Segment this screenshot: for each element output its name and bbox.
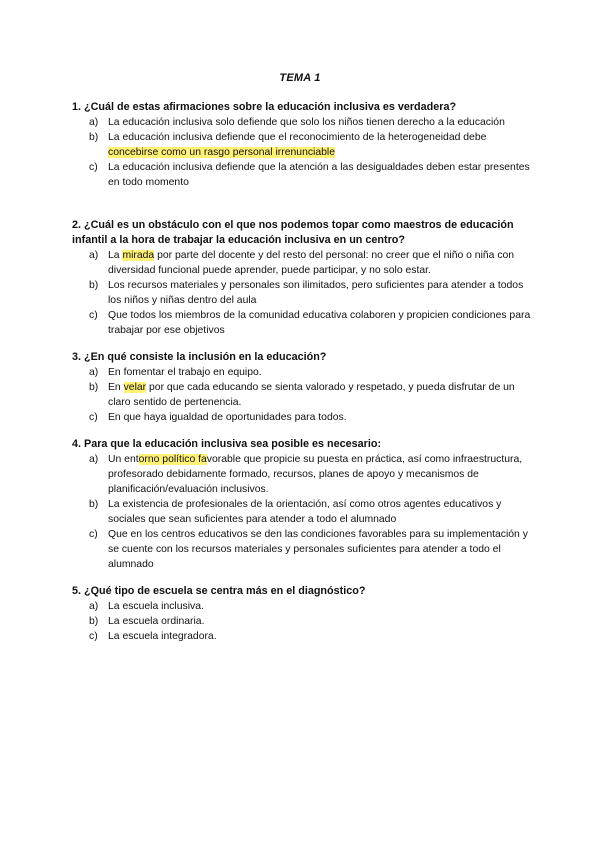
option-text: La educación inclusiva solo defiende que solo los niños tienen derecho a la educación [108, 117, 505, 128]
option-c [72, 160, 532, 190]
question-5 [72, 584, 532, 644]
option-b [72, 130, 532, 160]
option-marker: b) [89, 616, 99, 627]
option-marker: a) [89, 367, 99, 378]
question-1 [72, 100, 532, 190]
option-c [72, 308, 532, 338]
option-a [72, 365, 532, 380]
option-text-pre: Un ent [108, 454, 139, 465]
option-marker: b) [89, 280, 99, 291]
options-list [72, 115, 532, 190]
option-text-pre: La educación inclusiva defiende que el reconocimiento de la heterogeneidad debe [108, 132, 487, 143]
option-text: Los recursos materiales y personales son ilimitados, pero suficientes para atender a todos los niños y niñas dentro del aula [108, 280, 524, 306]
question-3 [72, 350, 532, 425]
option-a [72, 599, 532, 614]
option-marker: a) [89, 454, 99, 465]
option-text: La escuela integradora. [108, 631, 217, 642]
option-text-pre: La [108, 250, 123, 261]
option-text: La escuela inclusiva. [108, 601, 204, 612]
option-c [72, 629, 532, 644]
option-marker: a) [89, 117, 99, 128]
option-text: Que en los centros educativos se den las condiciones favorables para su implementación y se cuente con los recursos materiales y personales suficientes para atender a todo el alumnado [108, 529, 528, 570]
question-4 [72, 437, 532, 572]
options-list [72, 365, 532, 425]
option-b [72, 497, 532, 527]
option-b [72, 278, 532, 308]
option-text: En que haya igualdad de oportunidades para todos. [108, 412, 347, 423]
option-text: La existencia de profesionales de la orientación, así como otros agentes educativos y sociales que sean suficientes para atender a todo el alumnado [108, 499, 502, 525]
option-marker: c) [89, 162, 98, 173]
option-b [72, 614, 532, 629]
highlighted-text: orno político fa [138, 454, 207, 465]
option-c [72, 527, 532, 572]
highlighted-text: concebirse como un rasgo personal irrenunciable [108, 147, 335, 158]
question-text: 2. ¿Cuál es un obstáculo con el que nos podemos topar como maestros de educación infantil a la hora de trabajar la educación inclusiva en un centro? [72, 219, 514, 246]
option-text: En fomentar el trabajo en equipo. [108, 367, 262, 378]
option-marker: c) [89, 529, 98, 540]
option-marker: b) [89, 499, 99, 510]
option-text-post: por parte del docente y del resto del personal: no creer que el niño o niña con diversidad funcional puede aprender, puede participar, y no solo estar. [108, 250, 515, 276]
option-text: La escuela ordinaria. [108, 616, 205, 627]
option-text-pre: En [108, 382, 124, 393]
option-marker: c) [89, 310, 98, 321]
option-a [72, 248, 532, 278]
option-c [72, 410, 532, 425]
option-marker: a) [89, 250, 99, 261]
option-marker: a) [89, 601, 99, 612]
question-text: 3. ¿En qué consiste la inclusión en la educación? [72, 351, 327, 363]
options-list [72, 452, 532, 572]
option-b [72, 380, 532, 410]
option-text-post: vorable que propicie su puesta en práctica, así como infraestructura, profesorado debidamente formado, recursos, planes de apoyo y mecanismos de planificación/evaluación inclusivos. [108, 454, 523, 495]
page-title: TEMA 1 [279, 72, 321, 84]
option-a [72, 452, 532, 497]
option-marker: b) [89, 132, 99, 143]
option-text-post: por que cada educando se sienta valorado y respetado, y pueda disfrutar de un claro sentido de pertenencia. [108, 382, 515, 408]
highlighted-text: mirada [122, 250, 155, 261]
question-text: 5. ¿Qué tipo de escuela se centra más en el diagnóstico? [72, 585, 366, 597]
question-2 [72, 218, 532, 338]
option-marker: b) [89, 382, 99, 393]
options-list [72, 599, 532, 644]
option-text: Que todos los miembros de la comunidad educativa colaboren y propicien condiciones para trabajar por ese objetivos [108, 310, 531, 336]
highlighted-text: velar [123, 382, 147, 393]
option-a [72, 115, 532, 130]
question-text: 1. ¿Cuál de estas afirmaciones sobre la educación inclusiva es verdadera? [72, 101, 457, 113]
options-list [72, 248, 532, 338]
option-marker: c) [89, 412, 98, 423]
option-text: La educación inclusiva defiende que la atención a las desigualdades deben estar presentes en todo momento [108, 162, 530, 188]
question-text: 4. Para que la educación inclusiva sea posible es necesario: [72, 438, 382, 450]
option-marker: c) [89, 631, 98, 642]
